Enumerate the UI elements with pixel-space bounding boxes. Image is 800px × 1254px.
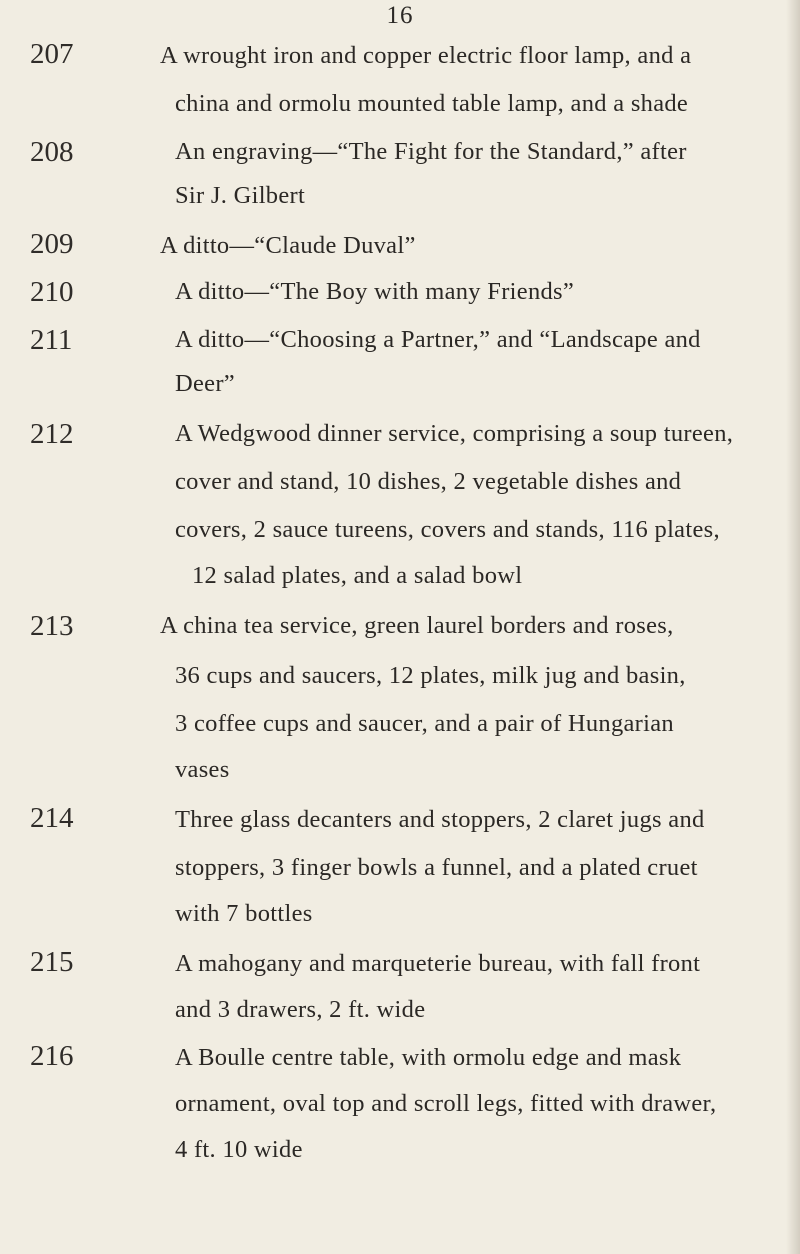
lot-description-line: A Wedgwood dinner service, comprising a soup tureen, xyxy=(175,420,734,447)
lot-description-line: and 3 drawers, 2 ft. wide xyxy=(175,996,426,1023)
lot-description-line: An engraving—“The Fight for the Standard,” after xyxy=(175,138,687,165)
lot-description-line: Deer” xyxy=(175,370,235,397)
lot-number: 211 xyxy=(30,324,73,356)
lot-description-line: A ditto—“The Boy with many Friends” xyxy=(175,278,575,305)
page-number: 16 xyxy=(386,2,414,29)
lot-number: 207 xyxy=(30,38,74,70)
page-edge-shadow xyxy=(786,0,800,1254)
lot-number: 212 xyxy=(30,418,74,450)
lot-number: 215 xyxy=(30,946,74,978)
lot-description-line: covers, 2 sauce tureens, covers and stands, 116 plates, xyxy=(175,516,720,543)
lot-number: 210 xyxy=(30,276,74,308)
lot-description-line: A mahogany and marqueterie bureau, with fall front xyxy=(175,950,701,977)
lot-number: 216 xyxy=(30,1040,74,1072)
lot-description-line: A ditto—“Claude Duval” xyxy=(160,232,416,259)
lot-description-line: Three glass decanters and stoppers, 2 claret jugs and xyxy=(175,806,705,833)
lot-description-line: A wrought iron and copper electric floor lamp, and a xyxy=(160,42,692,69)
lot-description-line: 3 coffee cups and saucer, and a pair of Hungarian xyxy=(175,710,674,737)
lot-description-line: A Boulle centre table, with ormolu edge and mask xyxy=(175,1044,682,1071)
lot-description-line: stoppers, 3 finger bowls a funnel, and a plated cruet xyxy=(175,854,698,881)
lot-description-line: vases xyxy=(175,756,230,783)
lot-description-line: cover and stand, 10 dishes, 2 vegetable dishes and xyxy=(175,468,682,495)
lot-description-line: Sir J. Gilbert xyxy=(175,182,306,209)
lot-description-line: 36 cups and saucers, 12 plates, milk jug and basin, xyxy=(175,662,686,689)
lot-number: 208 xyxy=(30,136,74,168)
lot-number: 213 xyxy=(30,610,74,642)
lot-description-line: china and ormolu mounted table lamp, and a shade xyxy=(175,90,689,117)
lot-description-line: 12 salad plates, and a salad bowl xyxy=(192,562,523,589)
lot-description-line: 4 ft. 10 wide xyxy=(175,1136,303,1163)
lot-description-line: with 7 bottles xyxy=(175,900,313,927)
lot-number: 209 xyxy=(30,228,74,260)
lot-description-line: ornament, oval top and scroll legs, fitted with drawer, xyxy=(175,1090,717,1117)
lot-description-line: A ditto—“Choosing a Partner,” and “Landscape and xyxy=(175,326,701,353)
lot-description-line: A china tea service, green laurel borders and roses, xyxy=(160,612,674,639)
lot-number: 214 xyxy=(30,802,74,834)
